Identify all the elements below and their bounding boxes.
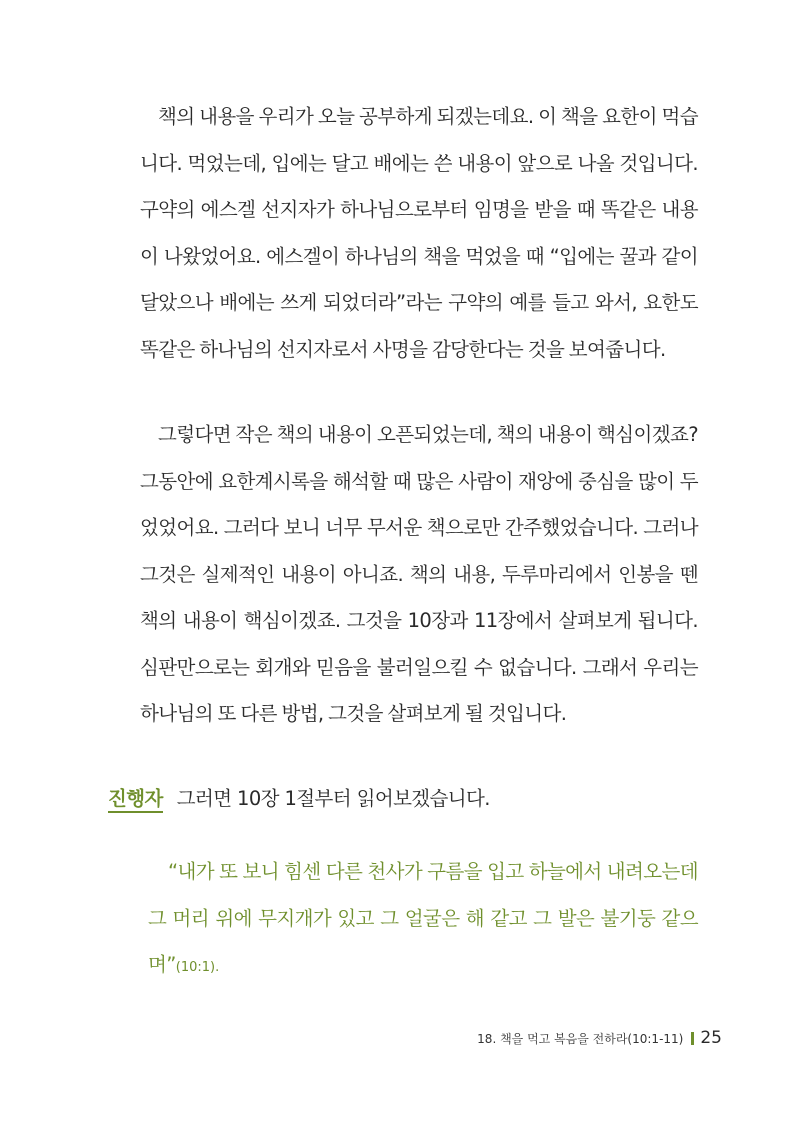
footer-chapter-title: 18. 책을 먹고 복음을 전하라(10:1-11) xyxy=(477,1031,684,1046)
page-number: 25 xyxy=(700,1028,722,1048)
scripture-quote-text: “내가 또 보니 힘센 다른 천사가 구름을 입고 하늘에서 내려오는데 그 머리 위에 무지개가 있고 그 얼굴은 해 같고 그 발은 불기둥 같으며” xyxy=(148,860,698,976)
body-paragraph: 책의 내용을 우리가 오늘 공부하게 되겠는데요. 이 책을 요한이 먹습니다. 먹었는데, 입에는 달고 배에는 쓴 내용이 앞으로 나올 것입니다. 구약의 에스겔 선지자가 하나님으로부터 임명을 받을 때 똑같은 내용이 나왔었어요. 에스겔이 하나님의 책을 먹었을 때 “입에는 꿀과 같이 달았으나 배에는 쓰게 되었더라”라는 구약의 예를 들고 와서, 요한도 똑같은 하나님의 선지자로서 사명을 감당한다는 것을 보여줍니다. xyxy=(140,105,698,361)
speaker-text: 그러면 10장 1절부터 읽어보겠습니다. xyxy=(176,787,490,810)
footer-divider xyxy=(691,1032,694,1045)
scripture-reference: (10:1). xyxy=(175,960,220,975)
body-paragraph: 그렇다면 작은 책의 내용이 오픈되었는데, 책의 내용이 핵심이겠죠? 그동안에 요한계시록을 해석할 때 많은 사람이 재앙에 중심을 많이 두었었어요. 그러다 보니 너무 무서운 책으로만 간주했었습니다. 그러나 그것은 실제적인 내용이 아니죠. 책의 내용, 두루마리에서 인봉을 뗀 책의 내용이 핵심이겠죠. 그것을 10장과 11장에서 살펴보게 됩니다. 심판만으로는 회개와 믿음을 불러일으킬 수 없습니다. 그래서 우리는 하나님의 또 다른 방법, 그것을 살펴보게 될 것입니다. xyxy=(140,423,698,725)
page-footer xyxy=(477,1028,722,1048)
speaker-label: 진행자 xyxy=(108,787,163,813)
speaker-line xyxy=(108,776,698,823)
scripture-quote xyxy=(148,849,698,992)
